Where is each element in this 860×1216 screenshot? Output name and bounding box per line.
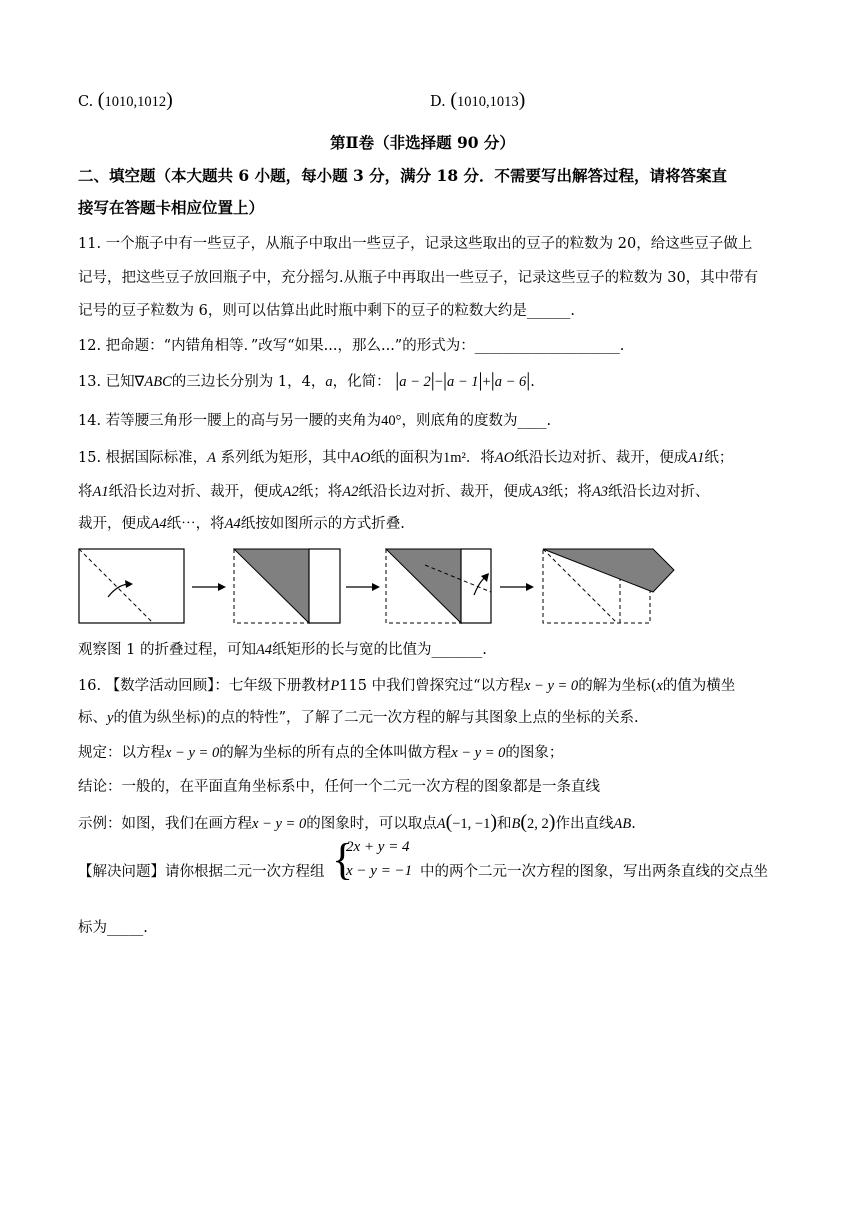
option-d-label: D.: [430, 94, 446, 110]
angle-value: 40°: [381, 413, 402, 429]
q11-line3: 记号的豆子粒数为 6，则可以估算出此时瓶中剩下的豆子的粒数大约是______.: [78, 303, 575, 319]
folding-figure: [0, 540, 860, 650]
section-heading-2: 接写在答题卡相应位置上）: [78, 198, 265, 217]
q16-solve-end: 标为_____.: [78, 920, 148, 936]
q16-line1: 16. 【数学活动回顾】：七年级下册教材P115 中我们曾探究过“以方程x − y = 0的解为坐标(x的值为横坐: [78, 678, 736, 694]
option-c: C. (1010,1012): [78, 89, 173, 111]
q13-text: 13. 已知∇ABC的三边长分别为 1，4，a，化简： |a − 2|−|a − 1|+|a − 6|.: [78, 369, 535, 391]
arrow-2: [346, 583, 380, 591]
fold-step-1: [79, 549, 184, 623]
section-heading-1: 二、填空题（本大题共 6 小题，每小题 3 分，满分 18 分．不需要写出解答过程，请将答案直: [78, 166, 728, 185]
option-d-value: 1010,1013: [457, 94, 519, 110]
q16-solve-suffix: 中的两个二元一次方程的图象，写出两条直线的交点坐: [420, 864, 768, 880]
system-brace: {: [332, 835, 354, 884]
fold-step-4: [543, 549, 674, 623]
arrow-1: [192, 583, 226, 591]
q16-line2: 标、y的值为纵坐标)的点的特性”，了解了二元一次方程的解与其图象上点的坐标的关系.: [78, 710, 639, 726]
q16-solve-prefix: 【解决问题】请你根据二元一次方程组: [78, 864, 325, 880]
q15-observe: 观察图 1 的折叠过程，可知A4纸矩形的长与宽的比值为_______.: [78, 642, 487, 658]
option-c-value: 1010,1012: [104, 94, 167, 110]
fold-step-3: [386, 549, 491, 623]
triangle-symbol: ∇: [134, 374, 145, 390]
q16-rule: 规定：以方程x − y = 0的解为坐标的所有点的全体叫做方程x − y = 0的图象；: [78, 745, 564, 761]
q15-line2: 将A1纸沿长边对折、裁开，便成A2纸；将A2纸沿长边对折、裁开，便成A3纸；将A3纸沿长边对折、: [78, 484, 710, 500]
q11-line1: 11. 一个瓶子中有一些豆子，从瓶子中取出一些豆子，记录这些取出的豆子的粒数为 20，给这些豆子做上: [78, 236, 753, 252]
system-eq-1: 2x + y = 4: [346, 839, 410, 855]
section-title: 第Ⅱ卷（非选择题 90 分）: [330, 133, 515, 152]
option-c-label: C.: [78, 94, 94, 110]
q12-text: 12. 把命题：“内错角相等．”改写“如果...，那么...”的形式为：____________________.: [78, 338, 625, 354]
fold-step-2: [234, 549, 340, 623]
q16-example: 示例：如图，我们在画方程x − y = 0的图象时，可以取点A(−1, −1)和B(2, 2)作出直线AB.: [78, 811, 636, 833]
q11-line2: 记号，把这些豆子放回瓶子中，充分摇匀.从瓶子中再取出一些豆子，记录这些豆子的粒数为 30，其中带有: [78, 270, 759, 286]
option-d: D. (1010,1013): [430, 89, 526, 111]
system-eq-2: x − y = −1: [346, 863, 413, 879]
q15-line1: 15. 根据国际标准，A 系列纸为矩形，其中AO纸的面积为1m²．将AO纸沿长边对折、裁开，便成A1纸；: [78, 450, 734, 466]
q16-conclusion: 结论：一般的，在平面直角坐标系中，任何一个二元一次方程的图象都是一条直线: [78, 779, 600, 795]
q15-line3: 裁开，便成A4纸⋯，将A4纸按如图所示的方式折叠.: [78, 516, 405, 532]
arrow-3: [500, 583, 534, 591]
q14-text: 14. 若等腰三角形一腰上的高与另一腰的夹角为40°，则底角的度数为____.: [78, 413, 552, 429]
